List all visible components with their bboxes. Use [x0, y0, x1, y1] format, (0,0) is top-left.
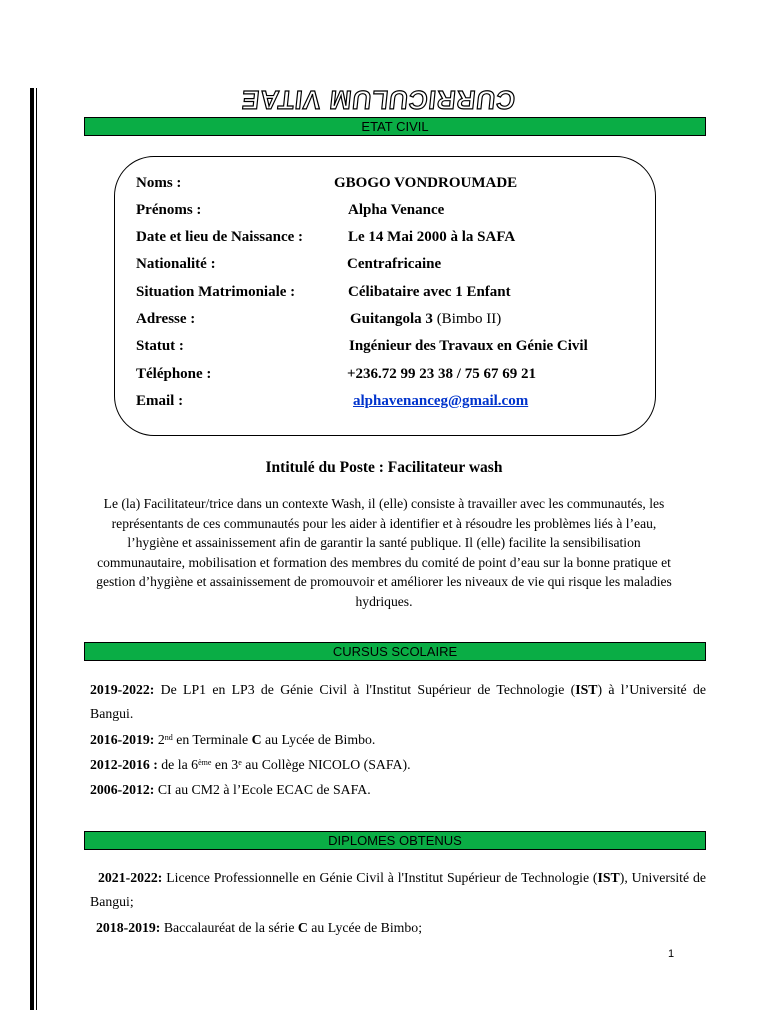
statut-value: Ingénieur des Travaux en Génie Civil — [349, 338, 588, 354]
cursus-1-years: 2019-2022: — [90, 682, 155, 697]
cursus-entry-3 — [90, 753, 706, 777]
diplome-2-text-b: au Lycée de Bimbo; — [307, 920, 423, 935]
diplome-1-text-b: ), Université de Bangui; — [90, 870, 706, 909]
cursus-3-num: de la 6 — [157, 757, 199, 772]
cursus-3-text: au Collège NICOLO (SAFA). — [241, 757, 411, 772]
section-etat-civil: ETAT CIVIL — [84, 117, 706, 136]
section-cursus: CURSUS SCOLAIRE — [84, 642, 706, 661]
cursus-2-text-a: en Terminale — [172, 732, 252, 747]
nationalite-value: Centrafricaine — [347, 256, 442, 272]
telephone-label: Téléphone : — [136, 366, 212, 382]
cursus-1-ist: IST — [575, 682, 598, 697]
cursus-2-serie: C — [251, 732, 262, 747]
cursus-2-years: 2016-2019: — [90, 732, 155, 747]
diplome-2-serie: C — [297, 920, 308, 935]
naissance-value: Le 14 Mai 2000 à la SAFA — [348, 229, 516, 245]
diplome-1-text-a: Licence Professionnelle en Génie Civil à l'Institut Supérieur de Technologie ( — [162, 870, 598, 885]
adresse-extra: (Bimbo II) — [436, 311, 502, 327]
cursus-1-text-b: ) à l’Université de Bangui. — [90, 682, 706, 721]
naissance-label: Date et lieu de Naissance : — [136, 229, 304, 245]
statut-label: Statut : — [136, 338, 184, 354]
adresse-label: Adresse : — [136, 311, 196, 327]
adresse-value: Guitangola 3 — [350, 311, 433, 327]
diplome-entry-2 — [96, 916, 712, 940]
cursus-2-num: 2 — [154, 732, 165, 747]
cursus-1-text-a: De LP1 en LP3 de Génie Civil à l'Institut Supérieur de Technologie ( — [154, 682, 576, 697]
cursus-entry-2 — [90, 728, 706, 752]
telephone-value: +236.72 99 23 38 / 75 67 69 21 — [347, 366, 536, 382]
cursus-entry-1 — [90, 678, 706, 726]
cursus-3-sup2: e — [238, 758, 242, 767]
left-margin-rule-thin — [36, 88, 37, 1010]
situation-value: Célibataire avec 1 Enfant — [348, 284, 511, 300]
situation-label: Situation Matrimoniale : — [136, 284, 296, 300]
noms-value: GBOGO VONDROUMADE — [334, 175, 518, 191]
cursus-2-text-b: au Lycée de Bimbo. — [261, 732, 376, 747]
noms-label: Noms : — [136, 175, 182, 191]
prenoms-value: Alpha Venance — [348, 202, 445, 218]
post-description: Le (la) Facilitateur/trice dans un contexte Wash, il (elle) consiste à travailler avec les communautés, les représentants de ces communautés pour les aider à identifier et à résoudre les problèmes liés à l’eau, l’hygiène et assainissement afin de garantir la santé publique. Il (elle) facilite la sensibilisation communautaire, mobilisation et formation des membres du comité de point d’eau sur la bonne pratique et gestion d’hygiène et assainissement de promouvoir et améliorer les niveaux de vie qui risque les maladies hydriques. — [96, 496, 672, 609]
diplome-2-text-a: Baccalauréat de la série — [160, 920, 298, 935]
diplome-1-years: 2021-2022: — [98, 870, 163, 885]
cursus-3-sup1: ème — [198, 758, 212, 767]
email-link[interactable]: alphavenanceg@gmail.com — [353, 393, 529, 409]
prenoms-label: Prénoms : — [136, 202, 202, 218]
diplome-2-years: 2018-2019: — [96, 920, 161, 935]
cursus-4-years: 2006-2012: — [90, 782, 155, 797]
diplome-entry-1 — [90, 866, 706, 914]
cursus-3-years: 2012-2016 : — [90, 757, 158, 772]
cursus-entry-4 — [90, 778, 706, 802]
section-diplomes: DIPLOMES OBTENUS — [84, 831, 706, 850]
document-title: CURRICULUM VITAE — [239, 85, 517, 115]
nationalite-label: Nationalité : — [136, 256, 216, 272]
diplome-1-ist: IST — [597, 870, 620, 885]
left-margin-rule — [30, 88, 34, 1010]
email-label: Email : — [136, 393, 184, 409]
cursus-4-text: CI au CM2 à l’Ecole ECAC de SAFA. — [154, 782, 371, 797]
post-title: Intitulé du Poste : Facilitateur wash — [265, 459, 503, 476]
cursus-2-sup: nd — [164, 733, 173, 742]
cursus-3-mid: en 3 — [211, 757, 239, 772]
page-number: 1 — [668, 948, 675, 960]
